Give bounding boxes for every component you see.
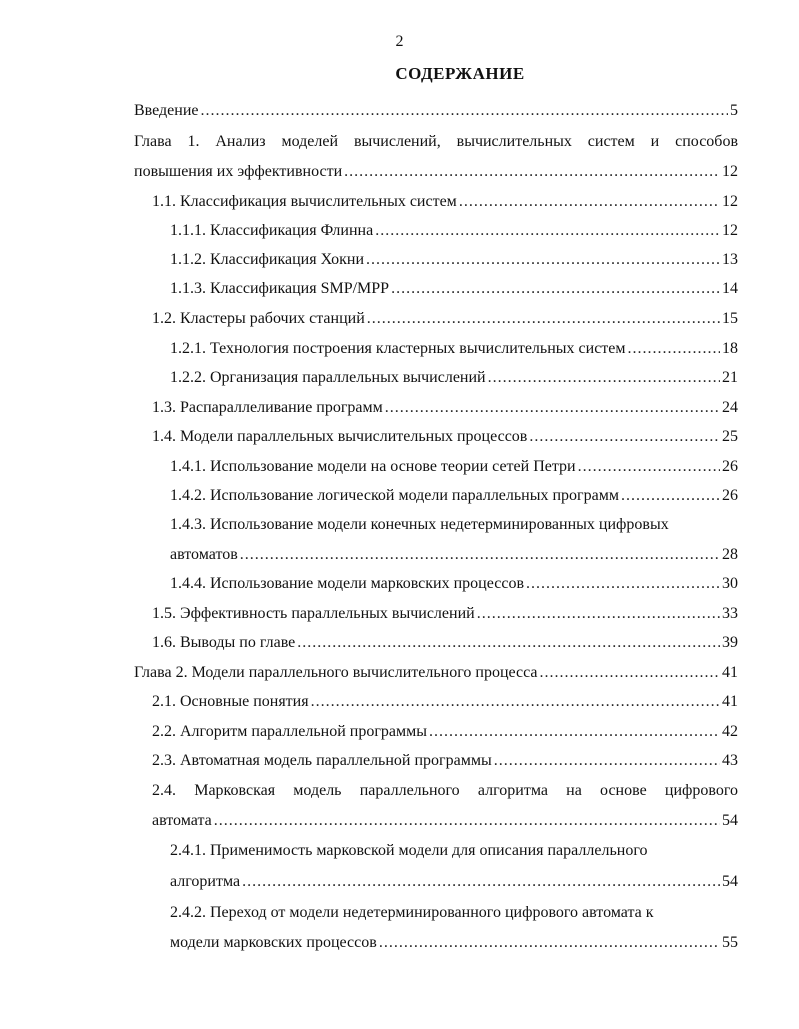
toc-leader-dots <box>621 481 720 511</box>
toc-entry-text: 1.1.2. Классификация Хокни <box>170 251 365 268</box>
toc-entry-page: 14 <box>722 280 738 297</box>
toc-leader-dots <box>529 422 720 452</box>
toc-leader-dots <box>578 452 720 482</box>
toc-leader-dots <box>366 245 720 275</box>
toc-leader-dots <box>628 334 720 364</box>
toc-entry-text: модели марковских процессов <box>170 934 377 951</box>
toc-entry-page: 55 <box>722 934 738 951</box>
toc-entry[interactable] <box>170 452 738 482</box>
toc-leader-dots <box>459 187 720 217</box>
toc-entry[interactable] <box>170 540 738 570</box>
toc-leader-dots <box>488 363 720 393</box>
toc-entry[interactable] <box>152 304 738 334</box>
toc-entry-text: 1.3. Распараллеливание программ <box>152 399 383 416</box>
toc-entry-page: 33 <box>722 605 738 622</box>
toc-entry-text: 1.2. Кластеры рабочих станций <box>152 310 365 327</box>
toc-entry-text: повышения их эффективности <box>134 163 343 180</box>
toc-entry-page: 41 <box>722 664 738 681</box>
toc-entry-page: 39 <box>722 634 738 651</box>
toc-entry-page: 24 <box>722 399 738 416</box>
toc-entry-text: автомата <box>152 812 212 829</box>
toc-entry-page: 21 <box>722 369 738 386</box>
toc-entry-page: 54 <box>722 812 738 829</box>
toc-entry[interactable] <box>134 96 738 126</box>
toc-entry-page: 5 <box>730 102 738 119</box>
toc-entry[interactable] <box>170 274 738 304</box>
toc-entry[interactable] <box>134 157 738 187</box>
toc-leader-dots <box>201 96 729 126</box>
toc-entry-text: 1.2.1. Технология построения кластерных вычислительных систем <box>170 340 626 357</box>
toc-entry[interactable] <box>134 658 738 688</box>
toc-entry-page: 41 <box>722 693 738 710</box>
toc-entry-text: Глава 2. Модели параллельного вычислительного процесса <box>134 664 538 681</box>
toc-entry-text: 1.4.4. Использование модели марковских процессов <box>170 575 524 592</box>
toc-entry-first-line: Глава 1. Анализ моделей вычислений, вычислительных систем и способов <box>134 133 738 150</box>
toc-entry[interactable] <box>170 216 738 246</box>
toc-entry-text: 1.1.1. Классификация Флинна <box>170 222 374 239</box>
toc-entry[interactable] <box>152 187 738 217</box>
toc-entry-text: 1.4.2. Использование логической модели параллельных программ <box>170 487 619 504</box>
toc-entry-first-line: 2.4.1. Применимость марковской модели для описания параллельного <box>170 842 648 859</box>
page-number: 2 <box>395 33 404 50</box>
toc-entry[interactable] <box>152 422 738 452</box>
toc-entry-page: 12 <box>722 163 738 180</box>
toc-entry[interactable] <box>170 481 738 511</box>
toc-entry[interactable] <box>170 363 738 393</box>
toc-leader-dots <box>391 274 720 304</box>
toc-entry-text: алгоритма <box>170 873 241 890</box>
toc-entry-first-line: 2.4.2. Переход от модели недетерминированного цифрового автомата к <box>170 904 654 921</box>
toc-entry-page: 15 <box>722 310 738 327</box>
toc-entry[interactable] <box>152 746 738 776</box>
toc-entry-page: 12 <box>722 222 738 239</box>
toc-leader-dots <box>375 216 720 246</box>
toc-entry-text: 2.1. Основные понятия <box>152 693 309 710</box>
toc-entry-text: 1.2.2. Организация параллельных вычислений <box>170 369 486 386</box>
toc-entry[interactable] <box>152 628 738 658</box>
toc-leader-dots <box>297 628 720 658</box>
toc-entry-page: 25 <box>722 428 738 445</box>
toc-entry-page: 30 <box>722 575 738 592</box>
toc-leader-dots <box>429 717 720 747</box>
toc-entry-text: 1.6. Выводы по главе <box>152 634 296 651</box>
toc-leader-dots <box>242 867 720 897</box>
toc-entry-first-line: 2.4. Марковская модель параллельного алгоритма на основе цифрового <box>152 782 738 799</box>
toc-entry[interactable] <box>170 867 738 897</box>
toc-entry-text: 1.5. Эффективность параллельных вычислений <box>152 605 475 622</box>
toc-entry-page: 13 <box>722 251 738 268</box>
toc-entry[interactable] <box>152 687 738 717</box>
toc-entry[interactable] <box>170 245 738 275</box>
toc-leader-dots <box>526 569 720 599</box>
toc-entry-page: 18 <box>722 340 738 357</box>
toc-entry-text: 1.1. Классификация вычислительных систем <box>152 193 457 210</box>
toc-entry-text: 2.3. Автоматная модель параллельной программы <box>152 752 492 769</box>
toc-entry-text: Введение <box>134 102 199 119</box>
toc-entry-text: 1.4. Модели параллельных вычислительных процессов <box>152 428 528 445</box>
toc-entry[interactable] <box>152 806 738 836</box>
toc-entry-first-line: 1.4.3. Использование модели конечных недетерминированных цифровых <box>170 516 669 533</box>
toc-leader-dots <box>379 928 720 958</box>
toc-entry-page: 43 <box>722 752 738 769</box>
toc-leader-dots <box>540 658 720 688</box>
toc-entry[interactable] <box>170 569 738 599</box>
toc-entry-text: автоматов <box>170 546 238 563</box>
toc-entry[interactable] <box>152 717 738 747</box>
toc-entry[interactable] <box>170 334 738 364</box>
toc-entry-text: 1.4.1. Использование модели на основе теории сетей Петри <box>170 458 576 475</box>
toc-entry[interactable] <box>152 393 738 423</box>
toc-leader-dots <box>214 806 720 836</box>
toc-entry[interactable] <box>170 928 738 958</box>
toc-leader-dots <box>494 746 720 776</box>
toc-entry-page: 26 <box>722 487 738 504</box>
toc-entry-page: 12 <box>722 193 738 210</box>
toc-title: СОДЕРЖАНИЕ <box>395 64 525 83</box>
toc-entry-page: 42 <box>722 723 738 740</box>
toc-entry-page: 28 <box>722 546 738 563</box>
toc-entry-text: 2.2. Алгоритм параллельной программы <box>152 723 427 740</box>
toc-leader-dots <box>477 599 720 629</box>
toc-leader-dots <box>367 304 720 334</box>
toc-leader-dots <box>344 157 720 187</box>
toc-entry-text: 1.1.3. Классификация SMP/MPP <box>170 280 390 297</box>
toc-entry-page: 54 <box>722 873 738 890</box>
toc-entry[interactable] <box>152 599 738 629</box>
toc-leader-dots <box>385 393 720 423</box>
toc-entry-page: 26 <box>722 458 738 475</box>
toc-leader-dots <box>240 540 720 570</box>
toc-leader-dots <box>311 687 720 717</box>
